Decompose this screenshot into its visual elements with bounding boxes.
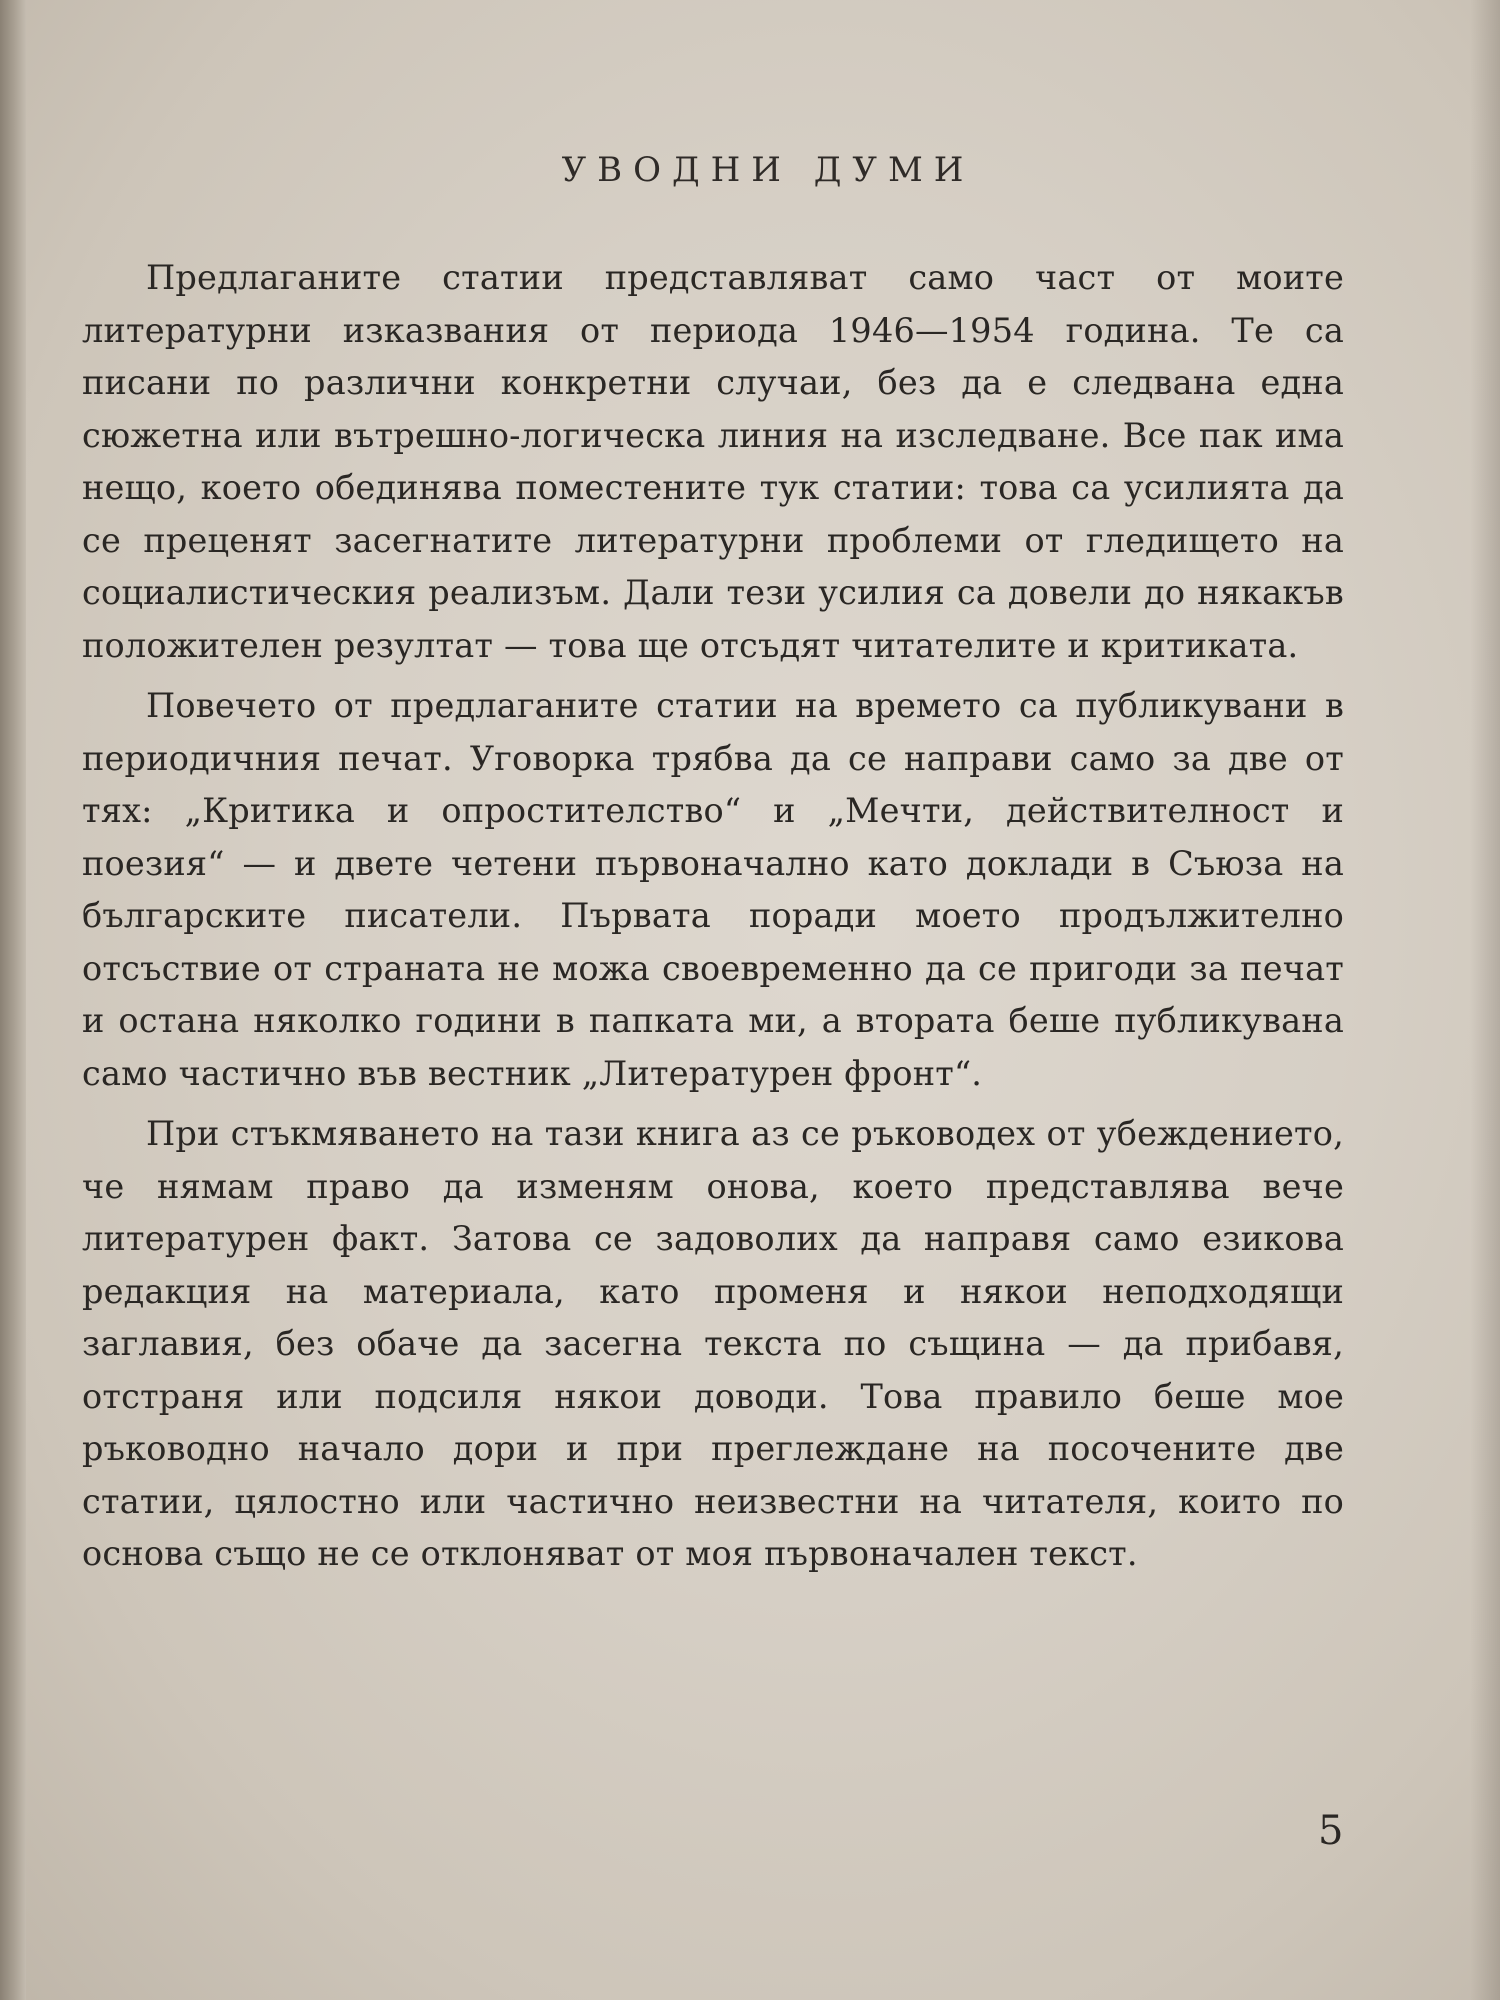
book-page — [82, 150, 1344, 1581]
page-number: 5 — [1318, 1808, 1344, 1854]
page-edge-shadow — [1470, 0, 1500, 2000]
paragraph-3: При стъкмяването на тази книга аз се ръководех от убеждението, че нямам право да изменям онова, което представлява вече литературен факт. Затова се задоволих да направя само езикова редакция на материала, като променя и някои неподходящи заглавия, без обаче да засегна текста по същина — да прибавя, отстраня или подсиля някои доводи. Това правило беше мое ръководно начало дори и при преглеждане на посочените две статии, цялостно или частично неизвестни на читателя, които по основа също не се отклоняват от моя първоначален текст. — [82, 1114, 1344, 1573]
paragraph-1: Предлаганите статии представляват само част от моите литературни изказвания от периода 1946—1954 година. Те са писани по различни конкретни случаи, без да е следвана една сюжетна или вътрешно-логическа линия на изследване. Все пак има нещо, което обединява поместените тук статии: това са усилията да се преценят засегнатите литературни проблеми от гледището на социалистическия реализъм. Дали тези усилия са довели до някакъв положителен резултат — това ще отсъдят читателите и критиката. — [82, 258, 1344, 665]
book-spine-shadow — [0, 0, 26, 2000]
paragraph-2: Повечето от предлаганите статии на времето са публикувани в периодичния печат. Уговорка трябва да се направи само за две от тях: „Критика и опростителство“ и „Мечти, действителност и поезия“ — и двете четени първоначално като доклади в Съюза на българските писатели. Първата поради моето продължително отсъствие от страната не можа своевременно да се пригоди за печат и остана няколко години в папката ми, а втората беше публикувана само частично във вестник „Литературен фронт“. — [82, 686, 1344, 1093]
page-title: УВОДНИ ДУМИ — [561, 150, 975, 190]
